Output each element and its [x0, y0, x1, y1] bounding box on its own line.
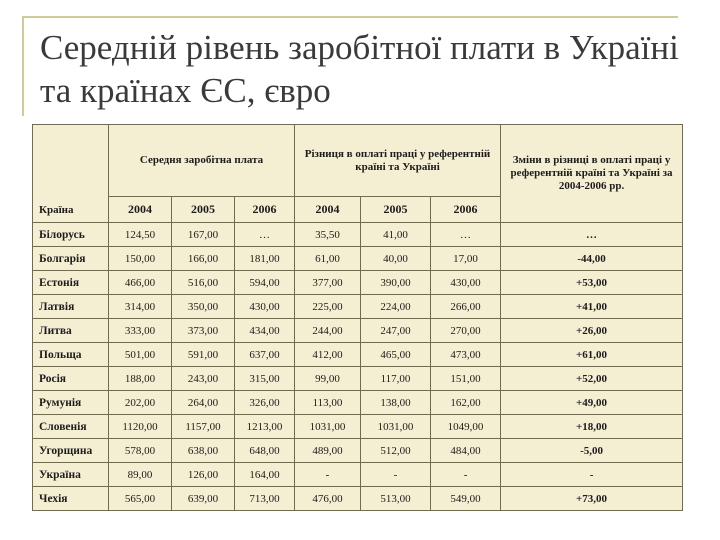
country-header: Країна: [33, 125, 109, 223]
wage-cell: 373,00: [172, 319, 235, 343]
wage-cell: 713,00: [235, 487, 295, 511]
wage-cell: 565,00: [109, 487, 172, 511]
country-cell: Росія: [33, 367, 109, 391]
country-cell: Болгарія: [33, 247, 109, 271]
difference-cell: 489,00: [295, 439, 361, 463]
difference-cell: 113,00: [295, 391, 361, 415]
difference-cell: …: [431, 223, 501, 247]
wage-cell: …: [235, 223, 295, 247]
difference-cell: 484,00: [431, 439, 501, 463]
table-row: [33, 271, 683, 295]
wage-cell: 648,00: [235, 439, 295, 463]
difference-cell: 465,00: [361, 343, 431, 367]
wage-cell: 315,00: [235, 367, 295, 391]
wage-cell: 434,00: [235, 319, 295, 343]
wage-cell: 166,00: [172, 247, 235, 271]
change-cell: +26,00: [501, 319, 683, 343]
wage-cell: 164,00: [235, 463, 295, 487]
wage-cell: 89,00: [109, 463, 172, 487]
table-row: [33, 223, 683, 247]
change-cell: +53,00: [501, 271, 683, 295]
difference-cell: 476,00: [295, 487, 361, 511]
wage-cell: 637,00: [235, 343, 295, 367]
frame-left-rule: [22, 16, 24, 116]
table-row: [33, 415, 683, 439]
year-header: 2005: [172, 197, 235, 223]
difference-cell: 40,00: [361, 247, 431, 271]
difference-change-header: Зміни в різниці в оплаті праці у референтній країні та Україні за 2004-2006 рр.: [501, 125, 683, 223]
wage-cell: 430,00: [235, 295, 295, 319]
header-row-groups: [33, 125, 683, 197]
year-header: 2004: [295, 197, 361, 223]
wage-cell: 264,00: [172, 391, 235, 415]
country-cell: Польща: [33, 343, 109, 367]
slide-title: Середній рівень заробітної плати в Україні та країнах ЄС, євро: [40, 28, 679, 110]
change-cell: +18,00: [501, 415, 683, 439]
country-cell: Білорусь: [33, 223, 109, 247]
table-row: [33, 367, 683, 391]
table-row: [33, 391, 683, 415]
difference-cell: 224,00: [361, 295, 431, 319]
change-cell: +49,00: [501, 391, 683, 415]
table-row: [33, 487, 683, 511]
difference-cell: 1031,00: [361, 415, 431, 439]
wage-cell: 350,00: [172, 295, 235, 319]
avg-wage-header: Середня заробітна плата: [109, 125, 295, 197]
difference-cell: 61,00: [295, 247, 361, 271]
wage-cell: 202,00: [109, 391, 172, 415]
wage-table: [32, 124, 683, 511]
table-row: [33, 439, 683, 463]
difference-cell: -: [295, 463, 361, 487]
difference-cell: 1031,00: [295, 415, 361, 439]
wage-cell: 333,00: [109, 319, 172, 343]
change-cell: -: [501, 463, 683, 487]
wage-cell: 1213,00: [235, 415, 295, 439]
wage-cell: 1120,00: [109, 415, 172, 439]
difference-cell: 117,00: [361, 367, 431, 391]
wage-cell: 243,00: [172, 367, 235, 391]
year-header: 2005: [361, 197, 431, 223]
year-header: 2006: [235, 197, 295, 223]
table-body: [33, 223, 683, 511]
table-row: [33, 247, 683, 271]
change-cell: +52,00: [501, 367, 683, 391]
difference-cell: 247,00: [361, 319, 431, 343]
difference-cell: 513,00: [361, 487, 431, 511]
wage-cell: 124,50: [109, 223, 172, 247]
country-cell: Латвія: [33, 295, 109, 319]
table-row: [33, 463, 683, 487]
difference-cell: 41,00: [361, 223, 431, 247]
table-row: [33, 343, 683, 367]
difference-cell: 35,50: [295, 223, 361, 247]
difference-cell: -: [431, 463, 501, 487]
country-cell: Естонія: [33, 271, 109, 295]
wage-cell: 1157,00: [172, 415, 235, 439]
wage-cell: 594,00: [235, 271, 295, 295]
difference-cell: 266,00: [431, 295, 501, 319]
difference-cell: 412,00: [295, 343, 361, 367]
wage-cell: 314,00: [109, 295, 172, 319]
wage-cell: 591,00: [172, 343, 235, 367]
country-cell: Словенія: [33, 415, 109, 439]
wage-cell: 516,00: [172, 271, 235, 295]
difference-cell: 390,00: [361, 271, 431, 295]
country-cell: Литва: [33, 319, 109, 343]
wage-cell: 639,00: [172, 487, 235, 511]
wage-cell: 181,00: [235, 247, 295, 271]
wage-cell: 167,00: [172, 223, 235, 247]
change-cell: …: [501, 223, 683, 247]
difference-cell: 225,00: [295, 295, 361, 319]
change-cell: +61,00: [501, 343, 683, 367]
difference-cell: 1049,00: [431, 415, 501, 439]
difference-cell: 151,00: [431, 367, 501, 391]
difference-cell: 549,00: [431, 487, 501, 511]
difference-cell: 430,00: [431, 271, 501, 295]
change-cell: +41,00: [501, 295, 683, 319]
wage-cell: 578,00: [109, 439, 172, 463]
country-cell: Угорщина: [33, 439, 109, 463]
difference-cell: 512,00: [361, 439, 431, 463]
difference-cell: -: [361, 463, 431, 487]
country-cell: Румунія: [33, 391, 109, 415]
difference-cell: 377,00: [295, 271, 361, 295]
difference-cell: 162,00: [431, 391, 501, 415]
country-cell: Чехія: [33, 487, 109, 511]
wage-cell: 188,00: [109, 367, 172, 391]
wage-difference-header: Різниця в оплаті праці у референтній країні та Україні: [295, 125, 501, 197]
wage-cell: 126,00: [172, 463, 235, 487]
wage-cell: 638,00: [172, 439, 235, 463]
wage-cell: 466,00: [109, 271, 172, 295]
change-cell: +73,00: [501, 487, 683, 511]
wage-cell: 326,00: [235, 391, 295, 415]
frame-top-rule: [22, 16, 678, 18]
country-cell: Україна: [33, 463, 109, 487]
table-row: [33, 295, 683, 319]
table-row: [33, 319, 683, 343]
difference-cell: 244,00: [295, 319, 361, 343]
difference-cell: 99,00: [295, 367, 361, 391]
wage-cell: 150,00: [109, 247, 172, 271]
year-header: 2004: [109, 197, 172, 223]
change-cell: -5,00: [501, 439, 683, 463]
wage-cell: 501,00: [109, 343, 172, 367]
change-cell: -44,00: [501, 247, 683, 271]
difference-cell: 473,00: [431, 343, 501, 367]
difference-cell: 138,00: [361, 391, 431, 415]
year-header: 2006: [431, 197, 501, 223]
difference-cell: 270,00: [431, 319, 501, 343]
difference-cell: 17,00: [431, 247, 501, 271]
